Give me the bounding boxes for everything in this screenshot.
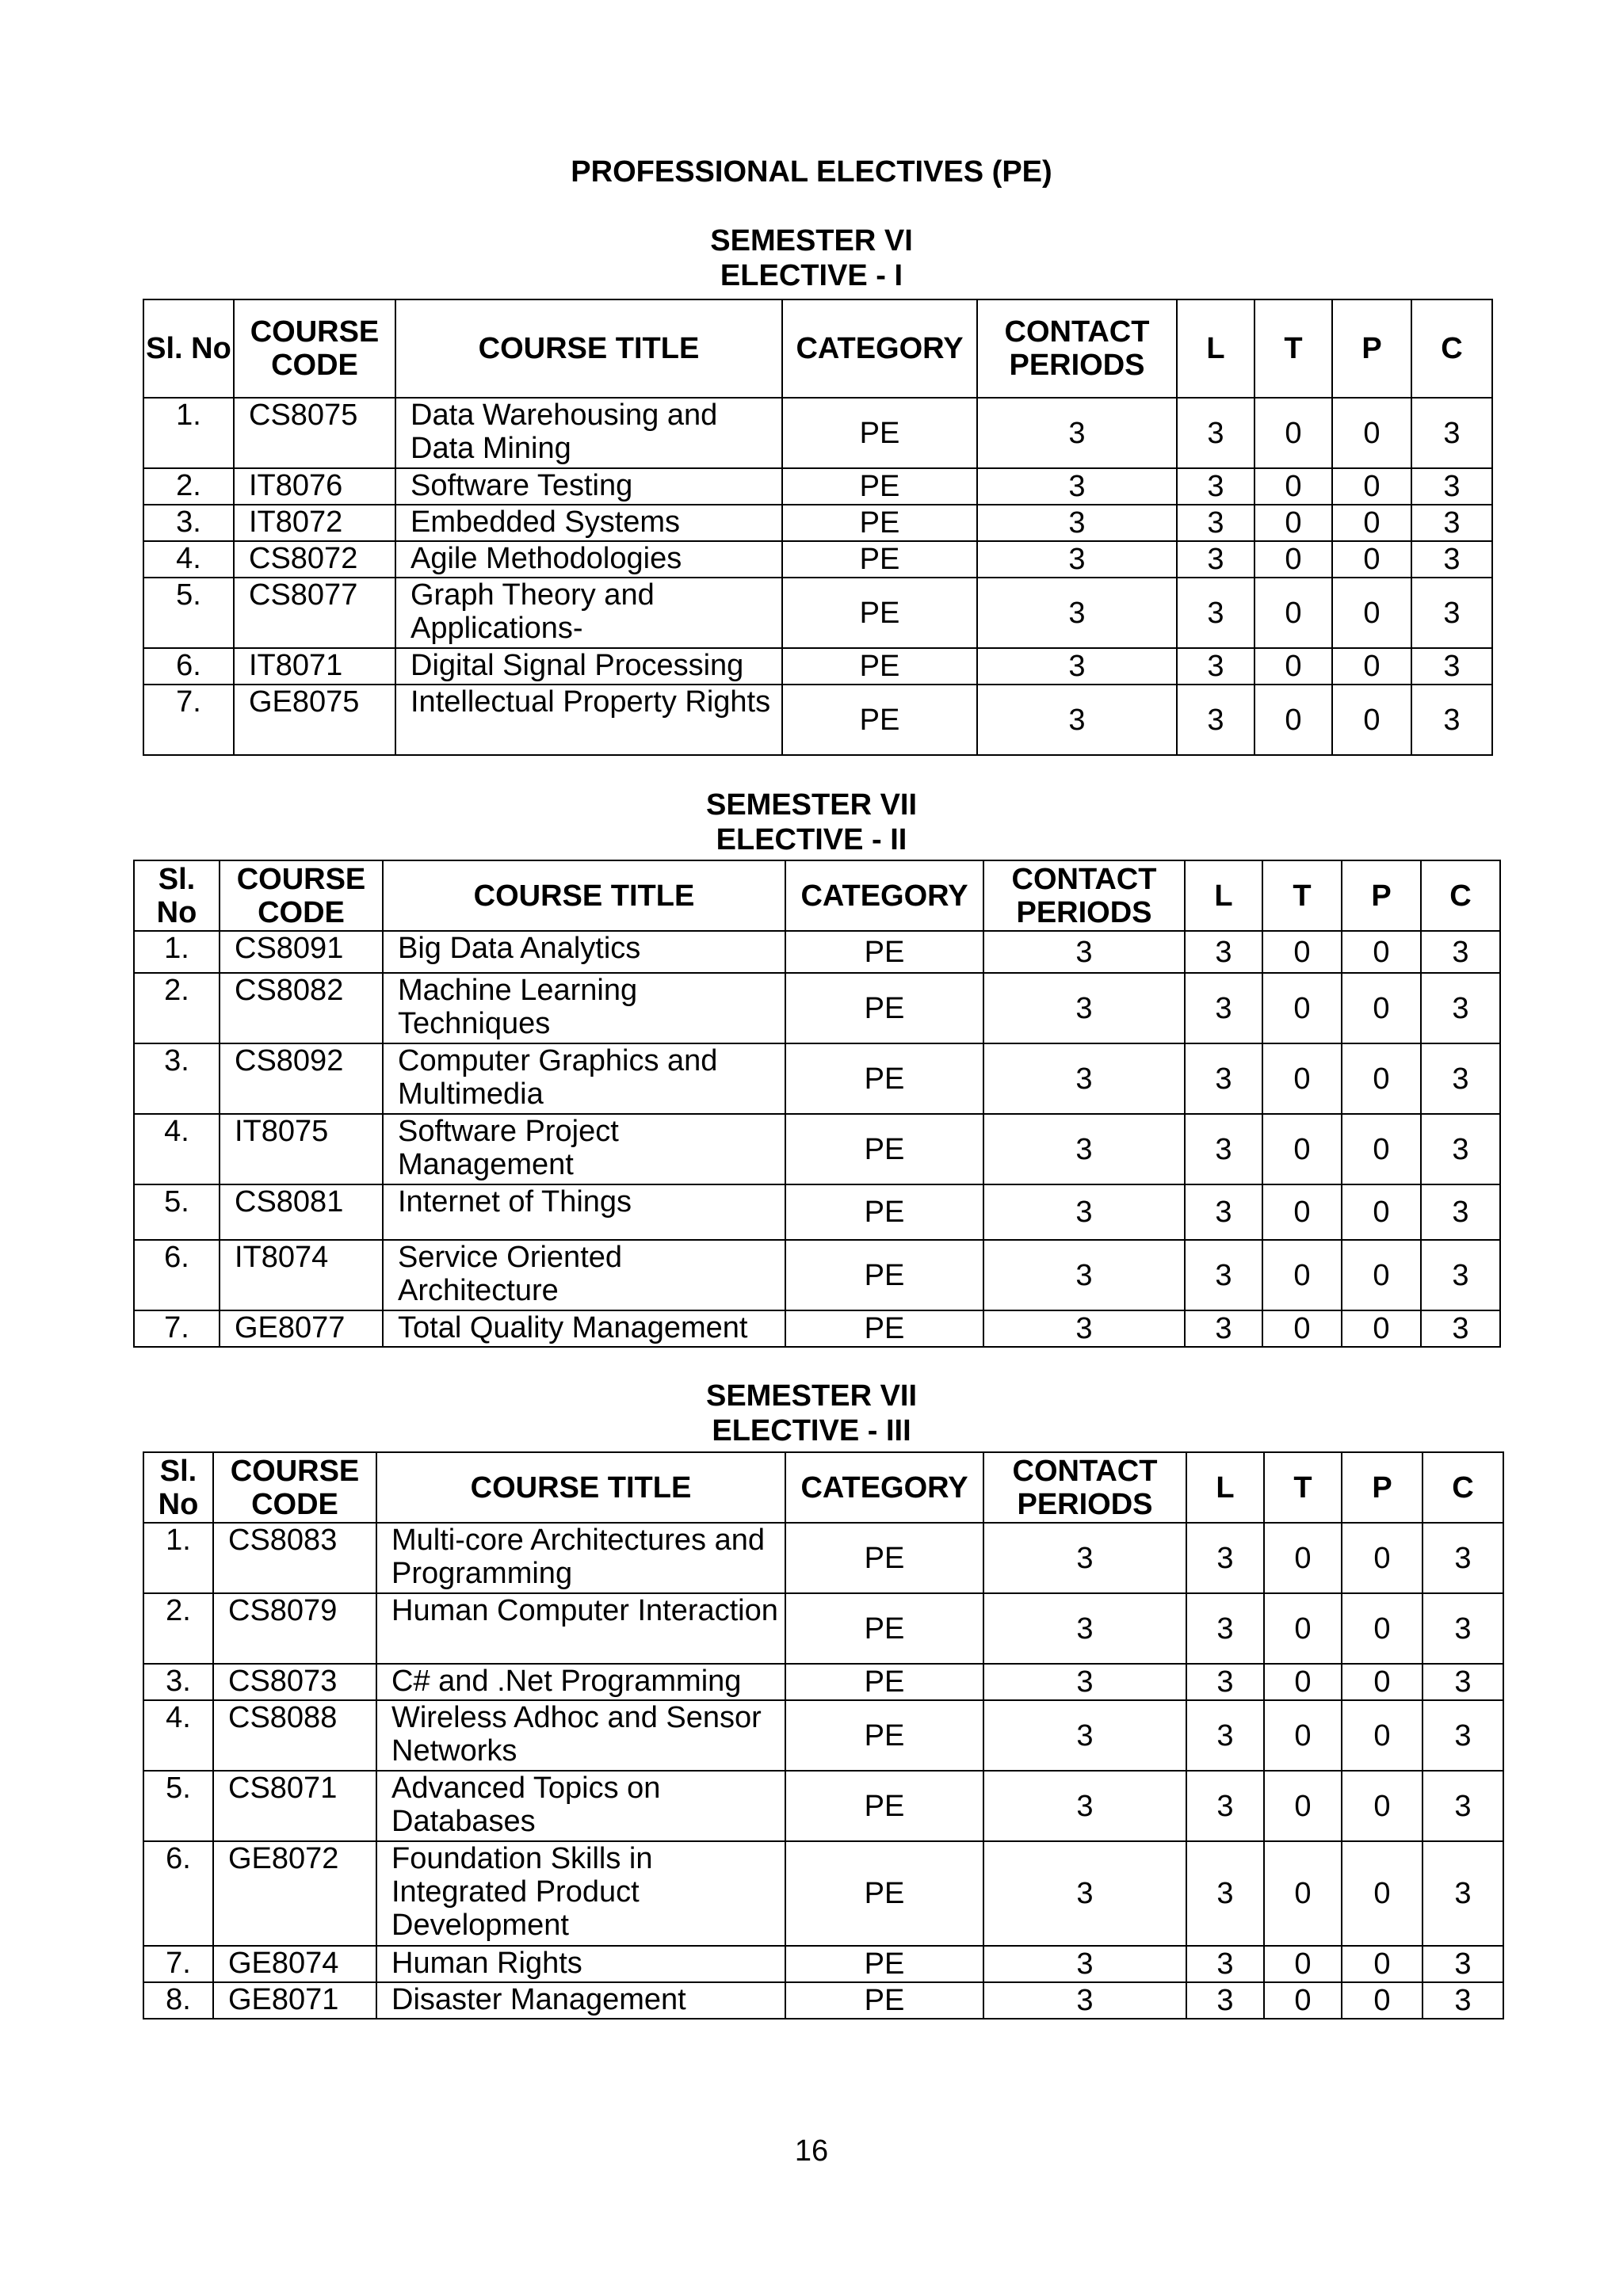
cell-code: CS8082 bbox=[220, 973, 383, 1043]
cell-contact: 3 bbox=[977, 541, 1177, 578]
table-row bbox=[143, 1523, 1503, 1593]
cell-c: 3 bbox=[1423, 1982, 1503, 2019]
cell-l: 3 bbox=[1177, 398, 1254, 468]
table-row bbox=[143, 1771, 1503, 1841]
table-row bbox=[143, 398, 1492, 468]
cell-c: 3 bbox=[1423, 1946, 1503, 1982]
cell-c: 3 bbox=[1421, 973, 1500, 1043]
cell-p: 0 bbox=[1342, 1593, 1423, 1664]
cell-title: Human Computer Interaction bbox=[376, 1593, 785, 1664]
semester-label: SEMESTER VII bbox=[705, 788, 918, 822]
cell-sl: 7. bbox=[143, 1946, 213, 1982]
cell-title: Wireless Adhoc and Sensor Networks bbox=[376, 1700, 785, 1771]
cell-l: 3 bbox=[1186, 1841, 1264, 1946]
table-row bbox=[143, 1700, 1503, 1771]
cell-p: 0 bbox=[1332, 505, 1411, 541]
cell-p: 0 bbox=[1332, 398, 1411, 468]
page-number: 16 bbox=[794, 2134, 829, 2168]
cell-title: Software Testing bbox=[395, 468, 782, 505]
cell-t: 0 bbox=[1254, 468, 1332, 505]
cell-category: PE bbox=[785, 1114, 983, 1184]
cell-t: 0 bbox=[1264, 1700, 1342, 1771]
cell-contact: 3 bbox=[983, 1771, 1186, 1841]
cell-contact: 3 bbox=[983, 1982, 1186, 2019]
cell-t: 0 bbox=[1254, 578, 1332, 648]
cell-title: Graph Theory and Applications- bbox=[395, 578, 782, 648]
cell-t: 0 bbox=[1264, 1593, 1342, 1664]
cell-t: 0 bbox=[1262, 1184, 1342, 1240]
cell-p: 0 bbox=[1342, 1184, 1421, 1240]
cell-category: PE bbox=[785, 1043, 983, 1114]
cell-t: 0 bbox=[1254, 648, 1332, 685]
cell-contact: 3 bbox=[977, 468, 1177, 505]
cell-l: 3 bbox=[1186, 1982, 1264, 2019]
cell-contact: 3 bbox=[983, 1043, 1185, 1114]
cell-code: CS8092 bbox=[220, 1043, 383, 1114]
cell-code: CS8075 bbox=[234, 398, 395, 468]
cell-c: 3 bbox=[1423, 1771, 1503, 1841]
cell-category: PE bbox=[782, 541, 977, 578]
cell-category: PE bbox=[785, 1184, 983, 1240]
cell-sl: 2. bbox=[134, 973, 220, 1043]
cell-p: 0 bbox=[1342, 1043, 1421, 1114]
cell-p: 0 bbox=[1342, 1240, 1421, 1310]
table-row bbox=[143, 541, 1492, 578]
cell-p: 0 bbox=[1342, 1771, 1423, 1841]
table-header-row bbox=[143, 1452, 1503, 1523]
cell-contact: 3 bbox=[977, 505, 1177, 541]
cell-contact: 3 bbox=[983, 1664, 1186, 1700]
cell-title: Big Data Analytics bbox=[383, 931, 785, 973]
cell-c: 3 bbox=[1411, 648, 1492, 685]
cell-p: 0 bbox=[1342, 1114, 1421, 1184]
cell-category: PE bbox=[785, 1700, 983, 1771]
table-row bbox=[134, 1310, 1500, 1347]
cell-t: 0 bbox=[1264, 1946, 1342, 1982]
cell-sl: 5. bbox=[134, 1184, 220, 1240]
header-title: COURSE TITLE bbox=[383, 860, 785, 931]
cell-contact: 3 bbox=[977, 648, 1177, 685]
cell-contact: 3 bbox=[983, 1240, 1185, 1310]
table-row bbox=[134, 1184, 1500, 1240]
cell-p: 0 bbox=[1332, 541, 1411, 578]
cell-l: 3 bbox=[1185, 973, 1262, 1043]
cell-code: IT8072 bbox=[234, 505, 395, 541]
cell-t: 0 bbox=[1254, 541, 1332, 578]
cell-p: 0 bbox=[1342, 931, 1421, 973]
cell-c: 3 bbox=[1411, 398, 1492, 468]
cell-p: 0 bbox=[1342, 1523, 1423, 1593]
header-p: P bbox=[1342, 860, 1421, 931]
cell-contact: 3 bbox=[983, 1184, 1185, 1240]
cell-c: 3 bbox=[1423, 1841, 1503, 1946]
cell-title: Digital Signal Processing bbox=[395, 648, 782, 685]
cell-c: 3 bbox=[1421, 1114, 1500, 1184]
cell-title: Agile Methodologies bbox=[395, 541, 782, 578]
header-c: C bbox=[1421, 860, 1500, 931]
cell-code: GE8075 bbox=[234, 685, 395, 755]
cell-title: Data Warehousing and Data Mining bbox=[395, 398, 782, 468]
table-row bbox=[143, 468, 1492, 505]
table-row bbox=[143, 685, 1492, 755]
cell-l: 3 bbox=[1185, 931, 1262, 973]
table-row bbox=[134, 973, 1500, 1043]
cell-category: PE bbox=[785, 931, 983, 973]
table-row bbox=[143, 1982, 1503, 2019]
header-contact: CONTACT PERIODS bbox=[983, 1452, 1186, 1523]
header-t: T bbox=[1264, 1452, 1342, 1523]
cell-sl: 7. bbox=[143, 685, 234, 755]
header-sl: Sl. No bbox=[134, 860, 220, 931]
cell-sl: 3. bbox=[143, 505, 234, 541]
cell-t: 0 bbox=[1262, 973, 1342, 1043]
table-row bbox=[143, 1664, 1503, 1700]
cell-code: CS8077 bbox=[234, 578, 395, 648]
header-sl: Sl. No bbox=[143, 1452, 213, 1523]
header-code: COURSE CODE bbox=[220, 860, 383, 931]
cell-l: 3 bbox=[1185, 1184, 1262, 1240]
cell-sl: 6. bbox=[134, 1240, 220, 1310]
cell-title: Multi-core Architectures and Programming bbox=[376, 1523, 785, 1593]
cell-contact: 3 bbox=[977, 398, 1177, 468]
elective-label: ELECTIVE - III bbox=[712, 1414, 911, 1447]
cell-t: 0 bbox=[1262, 1114, 1342, 1184]
header-c: C bbox=[1423, 1452, 1503, 1523]
header-l: L bbox=[1185, 860, 1262, 931]
header-contact: CONTACT PERIODS bbox=[977, 299, 1177, 398]
section-heading bbox=[0, 788, 1623, 857]
cell-t: 0 bbox=[1254, 505, 1332, 541]
table-row bbox=[143, 1593, 1503, 1664]
header-l: L bbox=[1186, 1452, 1264, 1523]
cell-sl: 6. bbox=[143, 648, 234, 685]
cell-l: 3 bbox=[1177, 541, 1254, 578]
cell-title: Internet of Things bbox=[383, 1184, 785, 1240]
table-row bbox=[134, 1114, 1500, 1184]
cell-sl: 4. bbox=[134, 1114, 220, 1184]
cell-code: IT8076 bbox=[234, 468, 395, 505]
cell-category: PE bbox=[785, 973, 983, 1043]
cell-p: 0 bbox=[1342, 1310, 1421, 1347]
cell-p: 0 bbox=[1342, 1946, 1423, 1982]
header-category: CATEGORY bbox=[785, 860, 983, 931]
table-row bbox=[143, 648, 1492, 685]
header-contact: CONTACT PERIODS bbox=[983, 860, 1185, 931]
header-l: L bbox=[1177, 299, 1254, 398]
section-heading bbox=[0, 1379, 1623, 1448]
cell-l: 3 bbox=[1177, 648, 1254, 685]
cell-category: PE bbox=[785, 1310, 983, 1347]
cell-t: 0 bbox=[1264, 1664, 1342, 1700]
cell-c: 3 bbox=[1421, 931, 1500, 973]
header-code: COURSE CODE bbox=[213, 1452, 376, 1523]
table-row bbox=[143, 578, 1492, 648]
cell-l: 3 bbox=[1185, 1114, 1262, 1184]
cell-contact: 3 bbox=[977, 578, 1177, 648]
elective-label: ELECTIVE - I bbox=[720, 259, 903, 292]
cell-l: 3 bbox=[1177, 578, 1254, 648]
table-row bbox=[143, 505, 1492, 541]
cell-category: PE bbox=[785, 1664, 983, 1700]
cell-p: 0 bbox=[1342, 1664, 1423, 1700]
cell-c: 3 bbox=[1423, 1700, 1503, 1771]
cell-title: Machine Learning Techniques bbox=[383, 973, 785, 1043]
cell-title: Advanced Topics on Databases bbox=[376, 1771, 785, 1841]
cell-category: PE bbox=[785, 1946, 983, 1982]
semester-label: SEMESTER VI bbox=[710, 224, 913, 257]
cell-title: Disaster Management bbox=[376, 1982, 785, 2019]
header-category: CATEGORY bbox=[785, 1452, 983, 1523]
cell-sl: 7. bbox=[134, 1310, 220, 1347]
cell-t: 0 bbox=[1264, 1523, 1342, 1593]
cell-category: PE bbox=[782, 468, 977, 505]
cell-title: C# and .Net Programming bbox=[376, 1664, 785, 1700]
cell-contact: 3 bbox=[983, 931, 1185, 973]
cell-c: 3 bbox=[1421, 1043, 1500, 1114]
cell-t: 0 bbox=[1262, 1310, 1342, 1347]
cell-code: IT8075 bbox=[220, 1114, 383, 1184]
cell-contact: 3 bbox=[983, 1523, 1186, 1593]
cell-sl: 1. bbox=[143, 398, 234, 468]
cell-t: 0 bbox=[1262, 1240, 1342, 1310]
cell-sl: 1. bbox=[134, 931, 220, 973]
cell-sl: 1. bbox=[143, 1523, 213, 1593]
cell-code: CS8079 bbox=[213, 1593, 376, 1664]
cell-category: PE bbox=[785, 1982, 983, 2019]
cell-c: 3 bbox=[1423, 1593, 1503, 1664]
cell-code: GE8074 bbox=[213, 1946, 376, 1982]
cell-sl: 8. bbox=[143, 1982, 213, 2019]
table-row bbox=[143, 1841, 1503, 1946]
cell-p: 0 bbox=[1332, 578, 1411, 648]
header-c: C bbox=[1411, 299, 1492, 398]
header-category: CATEGORY bbox=[782, 299, 977, 398]
cell-code: CS8083 bbox=[213, 1523, 376, 1593]
cell-l: 3 bbox=[1186, 1946, 1264, 1982]
cell-contact: 3 bbox=[983, 1946, 1186, 1982]
cell-l: 3 bbox=[1186, 1593, 1264, 1664]
cell-category: PE bbox=[782, 578, 977, 648]
header-code: COURSE CODE bbox=[234, 299, 395, 398]
cell-title: Intellectual Property Rights bbox=[395, 685, 782, 755]
cell-c: 3 bbox=[1421, 1184, 1500, 1240]
cell-contact: 3 bbox=[983, 1310, 1185, 1347]
cell-category: PE bbox=[782, 505, 977, 541]
cell-sl: 3. bbox=[134, 1043, 220, 1114]
cell-code: GE8077 bbox=[220, 1310, 383, 1347]
cell-title: Embedded Systems bbox=[395, 505, 782, 541]
cell-c: 3 bbox=[1411, 578, 1492, 648]
cell-category: PE bbox=[785, 1841, 983, 1946]
cell-t: 0 bbox=[1264, 1982, 1342, 2019]
table-row bbox=[134, 1240, 1500, 1310]
cell-p: 0 bbox=[1332, 648, 1411, 685]
header-title: COURSE TITLE bbox=[395, 299, 782, 398]
cell-code: CS8088 bbox=[213, 1700, 376, 1771]
page-title: PROFESSIONAL ELECTIVES (PE) bbox=[571, 155, 1052, 189]
table-header-row bbox=[134, 860, 1500, 931]
cell-p: 0 bbox=[1342, 1841, 1423, 1946]
cell-c: 3 bbox=[1421, 1240, 1500, 1310]
header-title: COURSE TITLE bbox=[376, 1452, 785, 1523]
cell-c: 3 bbox=[1411, 505, 1492, 541]
cell-l: 3 bbox=[1177, 505, 1254, 541]
cell-l: 3 bbox=[1185, 1240, 1262, 1310]
cell-contact: 3 bbox=[983, 1700, 1186, 1771]
cell-p: 0 bbox=[1332, 685, 1411, 755]
cell-c: 3 bbox=[1423, 1523, 1503, 1593]
cell-t: 0 bbox=[1262, 931, 1342, 973]
cell-sl: 2. bbox=[143, 468, 234, 505]
cell-p: 0 bbox=[1342, 1982, 1423, 2019]
cell-p: 0 bbox=[1342, 973, 1421, 1043]
section-heading bbox=[0, 223, 1623, 293]
cell-l: 3 bbox=[1177, 685, 1254, 755]
cell-code: CS8071 bbox=[213, 1771, 376, 1841]
cell-t: 0 bbox=[1264, 1771, 1342, 1841]
semester-label: SEMESTER VII bbox=[705, 1379, 918, 1413]
cell-l: 3 bbox=[1185, 1310, 1262, 1347]
cell-sl: 5. bbox=[143, 578, 234, 648]
cell-sl: 3. bbox=[143, 1664, 213, 1700]
cell-category: PE bbox=[785, 1593, 983, 1664]
cell-sl: 6. bbox=[143, 1841, 213, 1946]
cell-title: Software Project Management bbox=[383, 1114, 785, 1184]
cell-category: PE bbox=[782, 685, 977, 755]
cell-l: 3 bbox=[1186, 1771, 1264, 1841]
cell-code: CS8073 bbox=[213, 1664, 376, 1700]
cell-l: 3 bbox=[1185, 1043, 1262, 1114]
cell-c: 3 bbox=[1411, 685, 1492, 755]
cell-t: 0 bbox=[1262, 1043, 1342, 1114]
cell-code: IT8074 bbox=[220, 1240, 383, 1310]
cell-sl: 4. bbox=[143, 1700, 213, 1771]
cell-title: Total Quality Management bbox=[383, 1310, 785, 1347]
cell-contact: 3 bbox=[983, 973, 1185, 1043]
cell-contact: 3 bbox=[983, 1114, 1185, 1184]
cell-p: 0 bbox=[1332, 468, 1411, 505]
cell-l: 3 bbox=[1186, 1700, 1264, 1771]
cell-sl: 2. bbox=[143, 1593, 213, 1664]
elective-table-2 bbox=[133, 860, 1501, 1348]
cell-sl: 4. bbox=[143, 541, 234, 578]
cell-code: GE8072 bbox=[213, 1841, 376, 1946]
elective-table-3 bbox=[143, 1451, 1504, 2019]
cell-c: 3 bbox=[1423, 1664, 1503, 1700]
cell-l: 3 bbox=[1186, 1664, 1264, 1700]
cell-p: 0 bbox=[1342, 1700, 1423, 1771]
cell-l: 3 bbox=[1186, 1523, 1264, 1593]
cell-code: CS8072 bbox=[234, 541, 395, 578]
cell-title: Foundation Skills in Integrated Product Development bbox=[376, 1841, 785, 1946]
cell-c: 3 bbox=[1411, 541, 1492, 578]
header-t: T bbox=[1262, 860, 1342, 931]
table-header-row bbox=[143, 299, 1492, 398]
cell-code: GE8071 bbox=[213, 1982, 376, 2019]
cell-code: IT8071 bbox=[234, 648, 395, 685]
cell-title: Human Rights bbox=[376, 1946, 785, 1982]
cell-contact: 3 bbox=[983, 1593, 1186, 1664]
header-sl: Sl. No bbox=[143, 299, 234, 398]
cell-code: CS8081 bbox=[220, 1184, 383, 1240]
cell-t: 0 bbox=[1254, 685, 1332, 755]
cell-l: 3 bbox=[1177, 468, 1254, 505]
cell-category: PE bbox=[782, 398, 977, 468]
header-p: P bbox=[1332, 299, 1411, 398]
cell-t: 0 bbox=[1254, 398, 1332, 468]
cell-contact: 3 bbox=[977, 685, 1177, 755]
cell-title: Computer Graphics and Multimedia bbox=[383, 1043, 785, 1114]
header-p: P bbox=[1342, 1452, 1423, 1523]
cell-c: 3 bbox=[1411, 468, 1492, 505]
cell-category: PE bbox=[785, 1523, 983, 1593]
cell-contact: 3 bbox=[983, 1841, 1186, 1946]
cell-c: 3 bbox=[1421, 1310, 1500, 1347]
table-row bbox=[143, 1946, 1503, 1982]
cell-category: PE bbox=[785, 1771, 983, 1841]
elective-table-1 bbox=[143, 299, 1493, 756]
cell-category: PE bbox=[782, 648, 977, 685]
table-row bbox=[134, 931, 1500, 973]
cell-code: CS8091 bbox=[220, 931, 383, 973]
cell-category: PE bbox=[785, 1240, 983, 1310]
cell-sl: 5. bbox=[143, 1771, 213, 1841]
table-row bbox=[134, 1043, 1500, 1114]
elective-label: ELECTIVE - II bbox=[716, 823, 907, 856]
header-t: T bbox=[1254, 299, 1332, 398]
cell-title: Service Oriented Architecture bbox=[383, 1240, 785, 1310]
cell-t: 0 bbox=[1264, 1841, 1342, 1946]
